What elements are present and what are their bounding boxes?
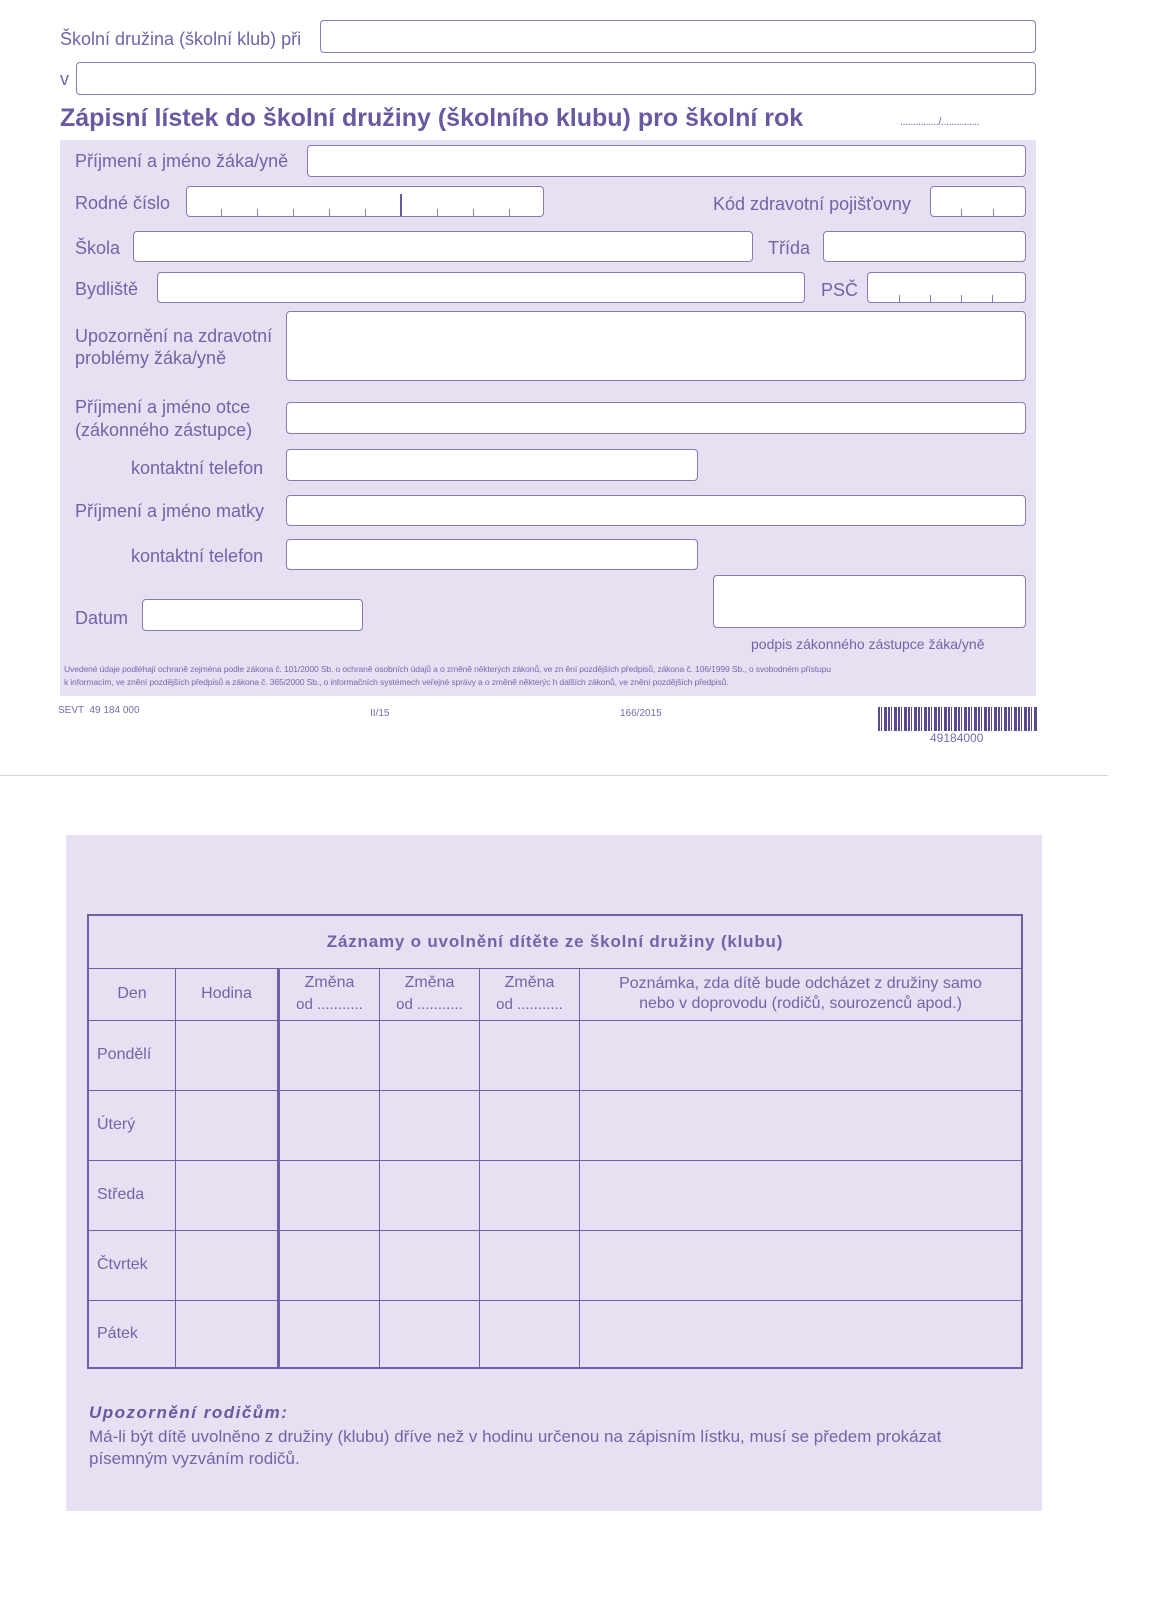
change-cell[interactable] — [279, 1160, 380, 1230]
records-title: Záznamy o uvolnění dítěte ze školní družiny (klubu) — [88, 915, 1022, 968]
barcode-number: 49184000 — [930, 731, 984, 745]
change-from-label: od ........... — [496, 996, 563, 1013]
birth-number-label: Rodné číslo — [75, 193, 171, 213]
header-note: Poznámka, zda dítě bude odcházet z družiny samo nebo v doprovodu (rodičů, sourozenců apod.) — [580, 968, 1023, 1020]
digit-divider — [509, 209, 510, 216]
change-cell[interactable] — [380, 1160, 480, 1230]
school-name-label: Škola — [75, 238, 121, 258]
change-cell[interactable] — [480, 1090, 580, 1160]
father-name-field[interactable] — [286, 402, 1026, 434]
table-row — [88, 1160, 1022, 1230]
school-year-field[interactable]: .............../............... — [900, 116, 980, 128]
digit-divider — [473, 209, 474, 216]
hour-cell[interactable] — [176, 1230, 279, 1300]
health-label-line2: problémy žáka/yně — [75, 348, 227, 368]
notice-text: Má-li být dítě uvolněno z družiny (klubu) dříve než v hodinu určenou na zápisním lístku, musí se předem prokázat písemným vyzváním rodičů. — [89, 1427, 942, 1468]
date-field[interactable] — [142, 599, 363, 631]
change-cell[interactable] — [279, 1300, 380, 1368]
table-row — [88, 1300, 1022, 1368]
insurance-code-field[interactable] — [930, 186, 1026, 217]
hour-cell[interactable] — [176, 1160, 279, 1230]
change-cell[interactable] — [480, 1300, 580, 1368]
zip-label: PSČ — [821, 280, 859, 300]
digit-divider — [221, 209, 222, 216]
change-cell[interactable] — [279, 1090, 380, 1160]
mother-phone-label: kontaktní telefon — [131, 546, 264, 566]
change-from-label: od ........... — [296, 996, 363, 1013]
father-label-line1: Příjmení a jméno otce — [75, 397, 251, 417]
digit-divider — [365, 209, 366, 216]
health-notes-field[interactable] — [286, 311, 1026, 381]
mother-name-field[interactable] — [286, 495, 1026, 526]
page-title: Zápisní lístek do školní družiny (školního klubu) pro školní rok — [60, 104, 804, 132]
note-cell[interactable] — [580, 1230, 1023, 1300]
legal-notice-line2: k informacím, ve znění pozdějších předpisů a zákona č. 365/2000 Sb., o informačních systémech veřejné správy a o změně některýc h dalších zákonů, ve znění pozdějších předpisů. — [64, 677, 729, 687]
change-cell[interactable] — [279, 1020, 380, 1090]
form-number: 166/2015 — [620, 708, 662, 719]
change-cell[interactable] — [380, 1020, 480, 1090]
signature-label: podpis zákonného zástupce žáka/yně — [751, 636, 985, 652]
residence-field[interactable] — [157, 272, 805, 303]
health-label-line1: Upozornění na zdravotní — [75, 326, 273, 346]
birth-number-field[interactable] — [186, 186, 544, 217]
header-change-1 — [279, 968, 380, 1020]
change-cell[interactable] — [480, 1230, 580, 1300]
digit-divider — [930, 295, 931, 302]
hour-cell[interactable] — [176, 1300, 279, 1368]
residence-label: Bydliště — [75, 279, 139, 299]
barcode — [878, 707, 1038, 731]
father-phone-label: kontaktní telefon — [131, 458, 264, 478]
change-cell[interactable] — [380, 1230, 480, 1300]
student-name-field[interactable] — [307, 145, 1026, 177]
note-cell[interactable] — [580, 1020, 1023, 1090]
header-change-2 — [380, 968, 480, 1020]
digit-divider — [293, 209, 294, 216]
notice-title: Upozornění rodičům: — [89, 1403, 289, 1422]
day-cell: Úterý — [88, 1090, 176, 1160]
table-row — [88, 1090, 1022, 1160]
digit-divider — [257, 209, 258, 216]
school-name-field[interactable] — [320, 20, 1036, 53]
digit-divider — [961, 295, 962, 302]
hour-cell[interactable] — [176, 1020, 279, 1090]
in-label: v — [60, 69, 69, 89]
change-label: Změna — [504, 974, 555, 991]
form-code: SEVT 49 184 000 — [58, 705, 140, 716]
day-cell: Pondělí — [88, 1020, 176, 1090]
class-label: Třída — [768, 238, 811, 258]
school-label: Školní družina (školní klub) při — [60, 29, 302, 49]
day-cell: Pátek — [88, 1300, 176, 1368]
digit-divider — [993, 209, 994, 216]
change-cell[interactable] — [380, 1300, 480, 1368]
mother-label: Příjmení a jméno matky — [75, 501, 265, 521]
form-edition: II/15 — [370, 708, 390, 719]
table-row — [88, 1230, 1022, 1300]
school-location-field[interactable] — [76, 62, 1036, 95]
change-from-label: od ........... — [396, 996, 463, 1013]
digit-divider — [899, 295, 900, 302]
hour-cell[interactable] — [176, 1090, 279, 1160]
zip-field[interactable] — [867, 272, 1026, 303]
date-label: Datum — [75, 608, 129, 628]
signature-field[interactable] — [713, 575, 1026, 628]
legal-notice-line1: Uvedené údaje podléhají ochraně zejména podle zákona č. 101/2000 Sb. o ochraně osobních údajů a o změně některých zákonů, ve zn ění pozdějších předpisů, zákona č. 106/1999 Sb., o svobodném přístupu — [64, 664, 831, 674]
cut-line — [0, 775, 1108, 776]
change-label: Změna — [304, 974, 355, 991]
release-records-table — [87, 914, 1023, 1369]
table-row — [88, 1020, 1022, 1090]
change-cell[interactable] — [279, 1230, 380, 1300]
change-cell[interactable] — [380, 1090, 480, 1160]
father-phone-field[interactable] — [286, 449, 698, 481]
day-cell: Středa — [88, 1160, 176, 1230]
mother-phone-field[interactable] — [286, 539, 698, 570]
school-field[interactable] — [133, 231, 753, 262]
digit-divider — [961, 209, 962, 216]
digit-divider — [992, 295, 993, 302]
header-day: Den — [88, 968, 176, 1020]
digit-divider — [437, 209, 438, 216]
class-field[interactable] — [823, 231, 1026, 262]
note-cell[interactable] — [580, 1300, 1023, 1368]
father-label-line2: (zákonného zástupce) — [75, 420, 253, 440]
change-cell[interactable] — [480, 1160, 580, 1230]
header-hour: Hodina — [176, 968, 279, 1020]
birth-number-separator — [400, 194, 402, 216]
insurance-label: Kód zdravotní pojišťovny — [713, 194, 911, 214]
header-change-3 — [480, 968, 580, 1020]
change-cell[interactable] — [480, 1020, 580, 1090]
student-name-label: Příjmení a jméno žáka/yně — [75, 151, 289, 171]
digit-divider — [329, 209, 330, 216]
note-cell[interactable] — [580, 1160, 1023, 1230]
note-cell[interactable] — [580, 1090, 1023, 1160]
change-label: Změna — [404, 974, 455, 991]
day-cell: Čtvrtek — [88, 1230, 176, 1300]
